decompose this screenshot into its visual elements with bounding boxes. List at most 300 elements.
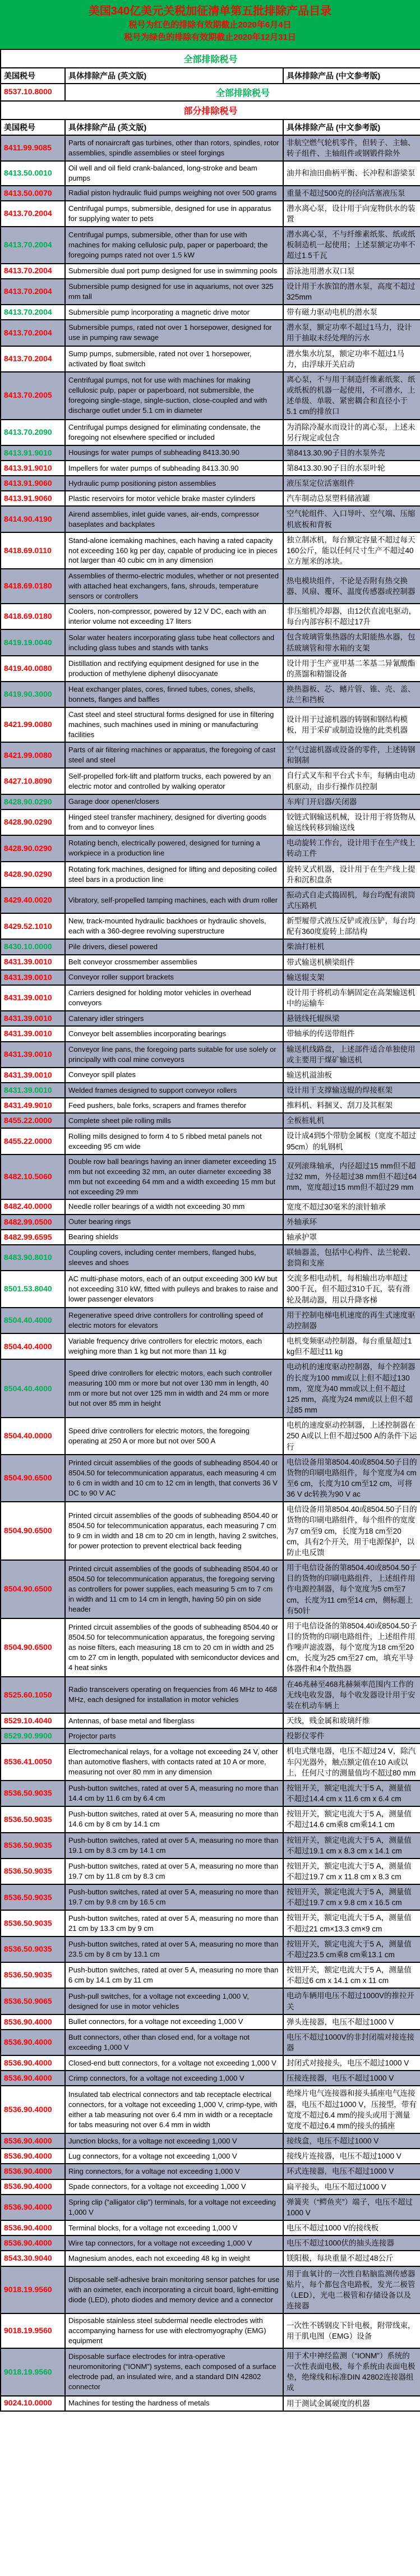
- tariff-code: 9024.10.0000: [1, 2396, 65, 2411]
- product-desc-zh: 电压不超过1000 V的接线板: [283, 2220, 420, 2235]
- tariff-code: 8536.90.4000: [1, 2149, 65, 2164]
- product-desc-en: Push-button switches, rated at over 5 A, measuring no more than 19.1 cm by 8.3 cm by 14.1 cm: [65, 1833, 283, 1859]
- product-desc-zh: 按钮开关，额定电流大于5 A，测量值不超过19.7 cm x 11.8 cm x 8.3 cm: [283, 1859, 420, 1884]
- product-desc-zh: 独立制冰机，每台额定容量不超过每天160公斤，能以任何尺寸生产不超过40立方厘米的冰块。: [283, 532, 420, 569]
- table-row: [1, 186, 420, 201]
- table-row: [1, 2133, 420, 2149]
- table-row: [1, 279, 420, 305]
- product-desc-en: Insulated tab electrical connectors and tab receptacle electrical connectors, for a voltage not exceeding 1,000 V, crimp-type, with either a tab measuring not over 6.4 mm in width or a receptacle for tabs measuring not over 6.4 mm in width: [65, 2086, 283, 2133]
- product-desc-en: Projector parts: [65, 1728, 283, 1744]
- table-row: [1, 862, 420, 887]
- product-desc-zh: 空气轮组件、入口导叶、空气端、压缩机底板和背板: [283, 506, 420, 532]
- tariff-code: 8413.70.2004: [1, 227, 65, 263]
- tariff-code: 8536.50.9035: [1, 1910, 65, 1936]
- tariff-code: 8413.70.2004: [1, 320, 65, 346]
- section-row-all: [1, 49, 420, 68]
- full-exclusion-label: 全部排除税号: [65, 84, 420, 101]
- table-row: [1, 2014, 420, 2030]
- product-desc-en: Conveyor spill plates: [65, 1068, 283, 1083]
- table-row: [1, 1230, 420, 1245]
- product-desc-en: Push-button switches, rated at over 5 A, measuring no more than 19.7 cm by 11.8 cm by 8.3 cm: [65, 1859, 283, 1884]
- product-desc-zh: 包含玻璃管集热器的太阳能热水器，包括玻璃管和带水箱的支架: [283, 629, 420, 655]
- product-desc-en: Magnesium anodes, each not exceeding 48 kg in weight: [65, 2251, 283, 2266]
- tariff-code: 8536.90.4000: [1, 2195, 65, 2220]
- tariff-code: 8431.39.0010: [1, 955, 65, 970]
- tariff-code: 8428.90.0290: [1, 794, 65, 809]
- table-row: [1, 939, 420, 954]
- table-row: [1, 1359, 420, 1418]
- product-desc-en: Garage door opener/closers: [65, 794, 283, 809]
- tariff-code: 8413.91.9060: [1, 476, 65, 491]
- product-desc-en: Pile drivers, diesel powered: [65, 939, 283, 954]
- product-desc-en: Regenerative speed drive controllers for controlling speed of electric motors for elevators: [65, 1308, 283, 1333]
- table-row: [1, 1806, 420, 1832]
- product-desc-zh: 一次性不锈钢皮下针电极，附带线束，用于肌电图（EMG）设备: [283, 2313, 420, 2348]
- table-row: [1, 532, 420, 569]
- table-row: [1, 2164, 420, 2179]
- table-row: [1, 2251, 420, 2266]
- table-row: [1, 2030, 420, 2055]
- tariff-code: 8413.70.2004: [1, 264, 65, 279]
- product-desc-en: Rolling mills designed to form 4 to 5 ribbed metal panels not exceeding 95 cm wide: [65, 1128, 283, 1154]
- product-desc-en: Butt connectors, other than closed end, for a voltage not exceeding 1,000 V: [65, 2030, 283, 2055]
- tariff-code: 8431.49.9010: [1, 1098, 65, 1113]
- product-desc-en: Bullet connectors, for a voltage not exceeding 1,000 V: [65, 2014, 283, 2030]
- product-desc-zh: 轴承护罩: [283, 1230, 420, 1245]
- product-desc-en: Lug connectors, for a voltage not exceeding 1,000 V: [65, 2149, 283, 2164]
- product-desc-en: Printed circuit assemblies of the goods of subheading 8504.40 or 8504.50 for telecommunication apparatus, each measuring 7 cm to 9 cm in width and 18 cm to 20 cm in length, having 2 switches, for power protection to prevent electrical back feeding: [65, 1502, 283, 1560]
- page-title: 美国340亿美元关税加征清单第五批排除产品目录: [88, 5, 332, 17]
- tariff-code: 8431.39.0010: [1, 1042, 65, 1068]
- product-desc-en: Centrifugal pumps designed for eliminating condensate, the foregoing not elsewhere specified or included: [65, 420, 283, 445]
- product-desc-en: Electromechanical relays, for a voltage not exceeding 24 V, other than automotive flashers, with contacts rated at 10 A or more, measuring not over 80 mm in any dimension: [65, 1744, 283, 1780]
- table-row: [1, 1962, 420, 1988]
- table-row: [1, 346, 420, 372]
- product-desc-en: Belt conveyor crossmember assemblies: [65, 955, 283, 970]
- table-row: [1, 2086, 420, 2133]
- tariff-code: 8419.90.3000: [1, 682, 65, 707]
- product-desc-zh: 电压不超过1000V的非封闭端对接连接器: [283, 2030, 420, 2055]
- product-desc-zh: 接线片连接器，电压不超过1000 V: [283, 2149, 420, 2164]
- table-row: [1, 1154, 420, 1199]
- product-desc-en: AC multi-phase motors, each of an output exceeding 300 kW but not exceeding 310 kW, fitted with pulleys and brakes to raise and lower passenger elevators: [65, 1271, 283, 1307]
- table-row: [1, 1713, 420, 1728]
- product-desc-zh: 按钮开关，额定电流大于5 A，测量值不超过6 cm x 14.1 cm x 11 cm: [283, 1962, 420, 1988]
- product-desc-en: Oil well and oil field crank-balanced, long-stroke and beam pumps: [65, 161, 283, 186]
- tariff-code: 8536.90.4000: [1, 2235, 65, 2251]
- tariff-code: 8536.90.4000: [1, 2055, 65, 2071]
- product-desc-zh: 弹簧夹（“鳄鱼夹”）端子，电压不超过1000 V: [283, 2195, 420, 2220]
- product-desc-zh: 绝缘片电气连接器和接头插座电气连接器，电压不超过1000 V，压接型，带有宽度不超过6.4 mm的接头或用于测量宽度不超过6.4 mm的接头的插座: [283, 2086, 420, 2133]
- table-row: [1, 656, 420, 682]
- column-header-zh: 具体排除产品 (中文参考版): [283, 68, 420, 84]
- product-desc-zh: 铰链式钢输送机械，设计用于将货物从输送线转移到输送线: [283, 809, 420, 835]
- table-row: [1, 2195, 420, 2220]
- product-desc-zh: 设计用于过滤机器的铸钢和钢结构模板，用于采矿或制造设施的此类机器: [283, 707, 420, 742]
- product-desc-en: Machines for testing the hardness of metals: [65, 2396, 283, 2411]
- product-desc-zh: 第8413.30.90子目的水泵叶轮: [283, 461, 420, 476]
- product-desc-zh: 用于术中神经监测（“IONM”）系统的一次性表面电极，每个系统由表面电极垫，绝缘线和标准DIN 42802连接器组成: [283, 2348, 420, 2396]
- product-desc-en: Push-button switches, rated at over 5 A, measuring no more than 6 cm by 14.1 cm by 11 cm: [65, 1962, 283, 1988]
- tariff-code: 8413.70.2005: [1, 372, 65, 420]
- product-desc-en: Complete sheet pile rolling mills: [65, 1113, 283, 1128]
- product-desc-zh: 非航空燃气轮机零件，但转子、主轴、转子组件、主轴组件或钢锻件除外: [283, 135, 420, 161]
- product-desc-en: Conveyor roller support brackets: [65, 970, 283, 985]
- table-row: [1, 264, 420, 279]
- product-desc-zh: 天线，贱金属和玻璃纤维: [283, 1713, 420, 1728]
- tariff-code: 9018.19.9560: [1, 2348, 65, 2396]
- product-desc-zh: 汽车制动总泵塑料储液罐: [283, 491, 420, 506]
- product-desc-zh: 重量不超过500克的径向活塞液压泵: [283, 186, 420, 201]
- table-row: [1, 835, 420, 861]
- table-row: [1, 682, 420, 707]
- product-desc-zh: 潜水泵，额定功率不超过1马力，设计用于抽取未经处理的污水: [283, 320, 420, 346]
- table-row: [1, 1418, 420, 1454]
- table-row: [1, 1936, 420, 1962]
- table-row: [1, 1113, 420, 1128]
- product-desc-en: Airend assemblies, inlet guide vanes, air-ends, compressor baseplates and backplates: [65, 506, 283, 532]
- table-row: [1, 461, 420, 476]
- table-row: [1, 1011, 420, 1026]
- product-desc-zh: 离心泵，不与用于制造纤维素纸浆、纸或纸板的机器一起使用，不可潜水，上述单级、单吸、紧密耦合和直径小于5.1 cm的排放口: [283, 372, 420, 420]
- product-desc-en: Variable frequency drive controllers for electric motors, each weighing more than 1 kg but not more than 11 kg: [65, 1333, 283, 1359]
- product-desc-en: Centrifugal pumps, submersible, other than for use with machines for making cellulosic pulp, paper or paperboard; the foregoing pumps rated not over 1.5 kW: [65, 227, 283, 263]
- product-desc-zh: 外轴承环: [283, 1215, 420, 1230]
- product-desc-zh: 投影仪零件: [283, 1728, 420, 1744]
- product-desc-en: Coolers, non-compressor, powered by 12 V DC, each with an interior volume not exceeding 17 liters: [65, 604, 283, 629]
- table-row: [1, 1199, 420, 1215]
- table-row: [1, 1455, 420, 1502]
- tariff-code: 8411.99.9085: [1, 135, 65, 161]
- product-desc-zh: 宽度不超过30毫米的滚针轴承: [283, 1199, 420, 1215]
- product-desc-zh: 自行式叉车和平台式卡车，每辆由电动机驱动，由步行操作员控制: [283, 768, 420, 794]
- product-desc-en: Speed drive controllers for electric motors, each such controller measuring 100 mm or more but not over 130 mm in length, 40 mm or more but not over 125 mm in width and 24 mm or more but not over 85 mm in height: [65, 1359, 283, 1418]
- table-row: [1, 809, 420, 835]
- tariff-code: 8482.99.6595: [1, 1230, 65, 1245]
- table-row: [1, 2055, 420, 2071]
- table-row: [1, 768, 420, 794]
- tariff-code: 8413.91.9010: [1, 445, 65, 461]
- product-desc-en: Disposable surface electrodes for intra-operative neuromonitoring (“IONM”) systems, each composed of a surface electrode pad, an insulated wire, and a standard DIN 42802 connector: [65, 2348, 283, 2396]
- tariff-code: 8413.91.9010: [1, 461, 65, 476]
- table-row: [1, 305, 420, 320]
- table-row: [1, 2220, 420, 2235]
- tariff-code: 8482.99.0500: [1, 1215, 65, 1230]
- product-desc-zh: 液压泵定位活塞组件: [283, 476, 420, 491]
- tariff-code: 8413.70.2090: [1, 420, 65, 445]
- tariff-code: 8536.50.9035: [1, 1806, 65, 1832]
- product-desc-en: Sump pumps, submersible, rated not over 1 horsepower, activated by float switch: [65, 346, 283, 372]
- product-desc-zh: 电信设备用第8504.40或8504.50子目的货物的印刷电路组件，每个组件的宽度为7 cm至9 cm，长度为18 cm至20 cm，具有2个开关，用于电源保护，以防止电反馈: [283, 1502, 420, 1560]
- product-desc-en: Push-button switches, rated at over 5 A, measuring no more than 21 cm by 13.3 cm by 9 cm: [65, 1910, 283, 1936]
- full-exclusion-row: [1, 84, 420, 101]
- product-desc-zh: 电动机的速度驱动控制器，每个控制器的长度为100 mm或以上但不超过130 mm，宽度为40 mm或以上但不超过125 mm，高度为24 mm或以上但不超过85 mm: [283, 1359, 420, 1418]
- tariff-code: 8536.50.9035: [1, 1781, 65, 1806]
- tariff-code: 8428.90.0290: [1, 835, 65, 861]
- table-row: [1, 2348, 420, 2396]
- product-desc-zh: 油井和油田曲柄平衡、长冲程和游梁泵: [283, 161, 420, 186]
- product-desc-zh: 潜水离心泵，设计用于向宠物供水的装置: [283, 201, 420, 227]
- tariff-code: 8431.39.0010: [1, 1068, 65, 1083]
- product-desc-en: Vibratory, self-propelled tamping machines, each with drum roller: [65, 887, 283, 913]
- column-header-code: 美国税号: [1, 68, 65, 84]
- product-desc-zh: 双列滚珠轴承，内径超过15 mm但不超过32 mm，外径超过38 mm但不超过64 mm，宽度超过15 mm但不超过29 mm: [283, 1154, 420, 1199]
- table-row: [1, 420, 420, 445]
- product-desc-en: Disposable self-adhesive brain monitoring sensor patches for use with an oximeter, each incorporating a circuit board, light-emitting diode (LED), photo diodes and memory device and a connector: [65, 2266, 283, 2314]
- product-desc-zh: 设计用于将机动车辆固定在高架输送机中的运输车: [283, 985, 420, 1011]
- product-desc-zh: 新型履带式液压反铲或液压铲，每台均配有360度旋转上部结构: [283, 913, 420, 939]
- product-desc-en: Plastic reservoirs for motor vehicle brake master cylinders: [65, 491, 283, 506]
- product-desc-en: Coupling covers, including center members, flanged hubs, sleeves and shoes: [65, 1245, 283, 1271]
- product-desc-en: Submersible pump designed for use in aquariums, not over 325 mm tall: [65, 279, 283, 305]
- table-row: [1, 1333, 420, 1359]
- product-desc-zh: 按钮开关，额定电流大于5 A，测量值不超过14.4 cm x 11.6 cm x 6.4 cm: [283, 1781, 420, 1806]
- product-desc-en: Centrifugal pumps, not for use with machines for making cellulosic pulp, paper or paperboard, not submersible, the foregoing single-stage, single-suction, close-coupled and with discharge outlet under 5.1 cm in diameter: [65, 372, 283, 420]
- tariff-code: 8419.40.0080: [1, 656, 65, 682]
- table-row: [1, 1271, 420, 1307]
- tariff-code: 8536.90.4000: [1, 2220, 65, 2235]
- product-desc-en: Terminal blocks, for a voltage not exceeding 1,000 V: [65, 2220, 283, 2235]
- tariff-code: 9018.19.9560: [1, 2313, 65, 2348]
- tariff-code: 8504.90.6500: [1, 1560, 65, 1618]
- product-desc-zh: 镁阳极，每块重量不超过48公斤: [283, 2251, 420, 2266]
- table-row: [1, 227, 420, 263]
- tariff-code: 8536.50.9035: [1, 1936, 65, 1962]
- tariff-code: 8536.90.4000: [1, 2086, 65, 2133]
- section-row-partial: [1, 101, 420, 119]
- tariff-code: 8536.41.0050: [1, 1744, 65, 1780]
- tariff-code: 8536.90.4000: [1, 2133, 65, 2149]
- product-desc-zh: 车库门开启器/关闭器: [283, 794, 420, 809]
- product-desc-zh: 接线盒，电压不超过1000 V: [283, 2133, 420, 2149]
- product-desc-en: Push-button switches, rated at over 5 A, measuring no more than 14.6 cm by 8 cm by 14.1 cm: [65, 1806, 283, 1832]
- product-desc-en: New, track-mounted hydraulic backhoes or hydraulic shovels, each with a 360-degree revolving superstructure: [65, 913, 283, 939]
- tariff-code: 8504.90.6500: [1, 1618, 65, 1677]
- product-desc-en: Printed circuit assemblies of the goods of subheading 8504.40 or 8504.50 for telecommunication apparatus, the foregoing serving as noise filters, each measuring 18 cm to 20 cm in width and 25 cm to 27 cm in length, populated with semiconductor devices and 4 heat sinks: [65, 1618, 283, 1677]
- table-row: [1, 1502, 420, 1560]
- tariff-code: 8536.50.9065: [1, 1988, 65, 2014]
- product-desc-en: Bearing shields: [65, 1230, 283, 1245]
- title-banner: [0, 0, 420, 49]
- tariff-code: 8536.50.9035: [1, 1962, 65, 1988]
- product-desc-zh: 潜水集水坑泵，额定功率不超过1马力，由浮球开关启动: [283, 346, 420, 372]
- tariff-code: 8525.60.1050: [1, 1677, 65, 1713]
- tariff-code: 8482.40.0000: [1, 1199, 65, 1215]
- table-row: [1, 1677, 420, 1713]
- table-row: [1, 707, 420, 742]
- product-desc-zh: 带轴承的传送带组件: [283, 1026, 420, 1041]
- tariff-code: 8428.90.0290: [1, 809, 65, 835]
- product-desc-zh: 非压缩机冷却器，由12伏直流电驱动，每台内部容积不超过17升: [283, 604, 420, 629]
- table-row: [1, 2149, 420, 2164]
- tariff-code: 8430.10.0000: [1, 939, 65, 954]
- table-row: [1, 629, 420, 655]
- table-row: [1, 135, 420, 161]
- product-desc-zh: 电动车辆用电压不超过1000V的推拉开关: [283, 1988, 420, 2014]
- tariff-code: 8413.50.0070: [1, 186, 65, 201]
- tariff-code: 8483.90.8010: [1, 1245, 65, 1271]
- table-row: [1, 955, 420, 970]
- product-desc-en: Crimp connectors, for a voltage not exceeding 1,000 V: [65, 2071, 283, 2086]
- product-desc-zh: 推料机、料捆叉、刮刀及其框架: [283, 1098, 420, 1113]
- product-desc-en: Push-button switches, rated at over 5 A, measuring no more than 23.5 cm by 8 cm by 13.1 cm: [65, 1936, 283, 1962]
- table-row: [1, 1245, 420, 1271]
- product-desc-en: Cast steel and steel structural forms designed for use in filtering machines, such machines used in mining or manufacturing facilities: [65, 707, 283, 742]
- product-desc-en: Push-button switches, rated at over 5 A, measuring no more than 14.4 cm by 11.6 cm by 6.4 cm: [65, 1781, 283, 1806]
- product-desc-en: Parts of nonaircraft gas turbines, other than rotors, spindles, rotor assemblies, spindle assemblies or steel forgings: [65, 135, 283, 161]
- product-desc-en: Solar water heaters incorporating glass tube heat collectors and including glass tubes and stands with tanks: [65, 629, 283, 655]
- product-desc-zh: 环式连接器，电压不超过1000 V: [283, 2164, 420, 2179]
- tariff-code: 8418.69.0180: [1, 569, 65, 604]
- table-row: [1, 1068, 420, 1083]
- product-desc-en: Spring clip (“alligator clip”) terminals, for a voltage not exceeding 1,000 V: [65, 2195, 283, 2220]
- product-desc-zh: 封闭式对接接头，电压不超过1000 V: [283, 2055, 420, 2071]
- table-row: [1, 1988, 420, 2014]
- table-row: [1, 1728, 420, 1744]
- table-row: [1, 491, 420, 506]
- product-desc-en: Closed-end butt connectors, for a voltage not exceeding 1,000 V: [65, 2055, 283, 2071]
- product-desc-en: Printed circuit assemblies of the goods of subheading 8504.40 or 8504.50 for telecommunication apparatus, the foregoing serving as controllers for power supplies, each measuring 5 cm to 7 cm in width and 11 cm to 14 cm in length, having 50 pin on side header: [65, 1560, 283, 1618]
- product-desc-en: Rotating fork machines, designed for lifting and depositing coiled steel bars in a production line: [65, 862, 283, 887]
- product-desc-en: Impellers for water pumps of subheading 8413.30.90: [65, 461, 283, 476]
- product-desc-zh: 设计用于水族馆的潜水泵，高度不超过325mm: [283, 279, 420, 305]
- tariff-code: 8431.39.0010: [1, 985, 65, 1011]
- product-desc-en: Catenary idler stringers: [65, 1011, 283, 1026]
- product-desc-zh: 带有磁力驱动电机的潜水泵: [283, 305, 420, 320]
- table-row: [1, 445, 420, 461]
- tariff-code: 8536.90.4000: [1, 2179, 65, 2195]
- table-row: [1, 1026, 420, 1041]
- product-desc-en: Push-pull switches, for a voltage not exceeding 1,000 V, designed for use in motor vehicles: [65, 1988, 283, 2014]
- column-header-en: 具体排除产品 (英文版): [65, 119, 283, 135]
- tariff-code: 8536.50.9035: [1, 1884, 65, 1910]
- table-row: [1, 2235, 420, 2251]
- product-desc-zh: 在46兆赫至468兆赫频率范围内工作的无线电收发器，每个收发器设计用于安装在机动车辆上: [283, 1677, 420, 1713]
- product-desc-zh: 用于控制电梯电机速度的再生式速度驱动控制器: [283, 1308, 420, 1333]
- product-desc-en: Outer bearing rings: [65, 1215, 283, 1230]
- tariff-code: 8504.40.4000: [1, 1308, 65, 1333]
- product-desc-en: Centrifugal pumps, submersible, designed for use in apparatus for supplying water to pets: [65, 201, 283, 227]
- product-desc-en: Conveyor line pans, the foregoing parts suitable for use solely or principally with coal mine conveyors: [65, 1042, 283, 1068]
- table-row: [1, 1215, 420, 1230]
- product-desc-zh: 用于电信设备的第8504.40或8504.50子目的货物的印刷电路组件，上述组件用作噪声滤波器，每个宽度为18 cm至20 cm，长度为25 cm至27 cm，填充半导体器件和4个散热器: [283, 1618, 420, 1677]
- product-desc-en: Hydraulic pump positioning piston assemblies: [65, 476, 283, 491]
- product-desc-en: Submersible pump incorporating a magnetic drive motor: [65, 305, 283, 320]
- table-row: [1, 1781, 420, 1806]
- table-row: [1, 887, 420, 913]
- product-desc-zh: 全板桩轧机: [283, 1113, 420, 1128]
- product-desc-zh: 柴油打桩机: [283, 939, 420, 954]
- table-row: [1, 1744, 420, 1780]
- table-row: [1, 506, 420, 532]
- table-row: [1, 1833, 420, 1859]
- product-desc-zh: 热电模块组件，不论是否附有热交换器、风扇、覆环、温度传感器或控制器: [283, 569, 420, 604]
- product-desc-zh: 设计成4到5个带肋金属板（宽度不超过95cm）的轧钢机: [283, 1128, 420, 1154]
- tariff-code: 8482.10.5060: [1, 1154, 65, 1199]
- table-row: [1, 2266, 420, 2314]
- tariff-code: 8413.50.0010: [1, 161, 65, 186]
- product-desc-zh: 空气过滤机器或设备的零件，上述铸钢和钢制: [283, 742, 420, 768]
- exclusion-table: [0, 49, 420, 2412]
- tariff-code: 8537.10.8000: [1, 84, 65, 101]
- tariff-code: 8431.39.0010: [1, 970, 65, 985]
- table-row: [1, 1560, 420, 1618]
- product-desc-en: Needle roller bearings of a width not exceeding 30 mm: [65, 1199, 283, 1215]
- table-row: [1, 604, 420, 629]
- product-desc-zh: 用于血氧计的一次性自粘脑监测传感器贴片，每个都包含电路板，发光二极管（LED），光电二极管和存储设备以及连接器: [283, 2266, 420, 2314]
- product-desc-en: Stand-alone icemaking machines, each having a rated capacity not exceeding 160 kg per day, capable of producing ice in pieces not larger than 40 cubic cm in any dimension: [65, 532, 283, 569]
- product-desc-zh: 按钮开关，额定电流大于5 A，测量值不超过19.1 cm x 8.3 cm x 14.1 cm: [283, 1833, 420, 1859]
- tariff-code: 8413.70.2004: [1, 305, 65, 320]
- table-row: [1, 1098, 420, 1113]
- tariff-code: 8428.90.0290: [1, 862, 65, 887]
- table-row: [1, 1042, 420, 1068]
- tariff-code: 8418.69.0180: [1, 604, 65, 629]
- table-header-row: [1, 68, 420, 84]
- tariff-code: 8413.70.2004: [1, 279, 65, 305]
- product-desc-en: Conveyor belt assemblies incorporating bearings: [65, 1026, 283, 1041]
- product-desc-zh: 游泳池用潜水双口泵: [283, 264, 420, 279]
- tariff-code: 8413.91.9060: [1, 491, 65, 506]
- table-row: [1, 1618, 420, 1677]
- product-desc-en: Parts of air filtering machines or apparatus, the foregoing of cast steel and steel: [65, 742, 283, 768]
- table-row: [1, 742, 420, 768]
- product-desc-zh: 电压不超过1000伏的抽头连接器: [283, 2235, 420, 2251]
- table-row: [1, 476, 420, 491]
- table-row: [1, 970, 420, 985]
- product-desc-zh: 潜水离心泵，不与纤维素纸浆、纸或纸板制造机一起使用；上述泵额定功率不超过1.5千瓦: [283, 227, 420, 263]
- tariff-code: 8414.90.4190: [1, 506, 65, 532]
- product-desc-zh: 按钮开关，额定电流大于5 A，测量值不超过21 cm×13.3 cm×9 cm: [283, 1910, 420, 1936]
- table-row: [1, 913, 420, 939]
- column-header-en: 具体排除产品 (英文版): [65, 68, 283, 84]
- product-desc-zh: 设计用于生产亚甲基二苯基二异氰酸酯的蒸馏和精馏设备: [283, 656, 420, 682]
- product-desc-zh: 输送机线路盘，上述部件适合单独使用或主要用于煤矿输送机: [283, 1042, 420, 1068]
- product-desc-zh: 按钮开关，额定电流大于5 A，测量值不超过23.5 cm乘8 cm乘13.1 cm: [283, 1936, 420, 1962]
- product-desc-en: Heat exchanger plates, cores, finned tubes, cones, shells, bonnets, flanges and baffles: [65, 682, 283, 707]
- tariff-code: 8536.90.4000: [1, 2014, 65, 2030]
- product-desc-en: Distillation and rectifying equipment designed for use in the production of methylene diphenyl diisocyanate: [65, 656, 283, 682]
- tariff-code: 8504.40.4000: [1, 1359, 65, 1418]
- tariff-code: 8413.70.2004: [1, 346, 65, 372]
- tariff-code: 8504.90.6500: [1, 1455, 65, 1502]
- tariff-code: 8413.70.2004: [1, 201, 65, 227]
- product-desc-en: Self-propelled fork-lift and platform trucks, each powered by an electric motor and controlled by walking operator: [65, 768, 283, 794]
- product-desc-zh: 振动式自走式捣固机，每台均配有滚筒式压路机: [283, 887, 420, 913]
- product-desc-zh: 弹头连接器，电压不超过1000 V: [283, 2014, 420, 2030]
- table-row: [1, 2071, 420, 2086]
- table-row: [1, 1859, 420, 1884]
- tariff-code: 8431.39.0010: [1, 1011, 65, 1026]
- table-row: [1, 1083, 420, 1098]
- table-row: [1, 2179, 420, 2195]
- tariff-code: 8429.40.0020: [1, 887, 65, 913]
- product-desc-en: Radio transceivers operating on frequencies from 46 MHz to 468 MHz, each designed for installation in motor vehicles: [65, 1677, 283, 1713]
- table-row: [1, 1128, 420, 1154]
- product-desc-zh: 换热器板、芯、鳍片管、锥、壳、盖、法兰和挡板: [283, 682, 420, 707]
- tariff-code: 8431.39.0010: [1, 1026, 65, 1041]
- tariff-code: 8529.10.4040: [1, 1713, 65, 1728]
- product-desc-zh: 电机变频驱动控制器，每台重量超过1 kg但不超过11 kg: [283, 1333, 420, 1359]
- tariff-code: 8431.39.0010: [1, 1083, 65, 1098]
- product-desc-zh: 电信设备用第8504.40或8504.50子目的货物的印刷电路组件，每个宽度为4 cm至6 cm，长度为10 cm至12 cm，可将36 V dc转换为90 V ac: [283, 1455, 420, 1502]
- tariff-code: 8501.53.8040: [1, 1271, 65, 1307]
- tariff-code: 8419.19.0040: [1, 629, 65, 655]
- table-row: [1, 372, 420, 420]
- product-desc-zh: 联轴器盖，包括中心构件、法兰轮毂、套筒和支座: [283, 1245, 420, 1271]
- product-desc-en: Submersible pumps, rated not over 1 horsepower, designed for use in pumping raw sewage: [65, 320, 283, 346]
- product-desc-en: Disposable stainless steel subdermal needle electrodes with accompanying harness for use with electromyography (EMG) equipment: [65, 2313, 283, 2348]
